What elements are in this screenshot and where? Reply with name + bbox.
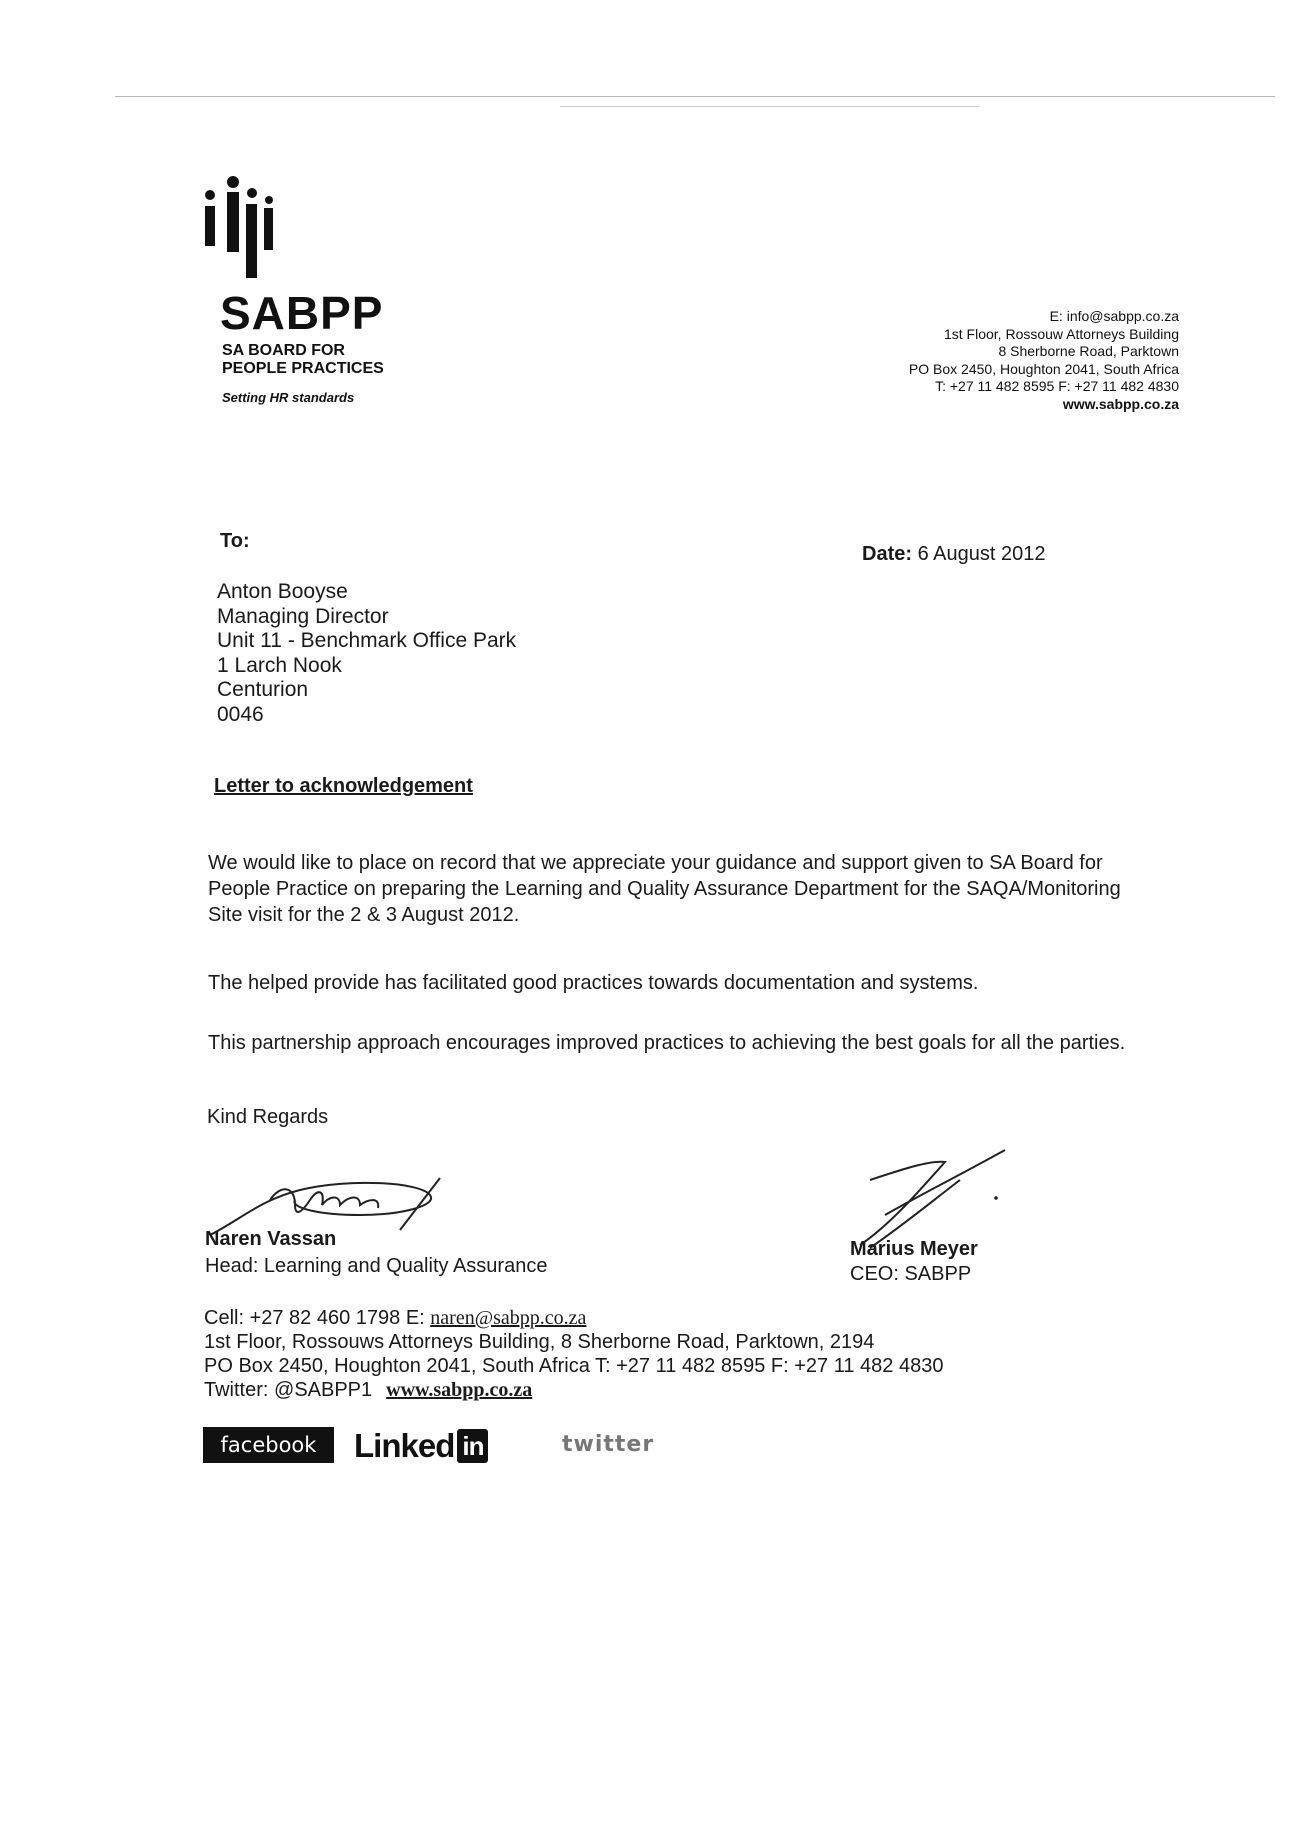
twitter-logo[interactable]: twitter xyxy=(562,1432,655,1457)
scan-top-line-secondary xyxy=(560,106,980,107)
letter-subject: Letter to acknowledgement xyxy=(214,775,473,797)
recipient-city: Centurion xyxy=(217,678,309,701)
signatory-left-name: Naren Vassan xyxy=(205,1228,337,1250)
closing: Kind Regards xyxy=(207,1106,329,1128)
signature-marius-meyer xyxy=(850,1140,1020,1250)
recipient-postal-code: 0046 xyxy=(217,702,264,726)
recipient-street: 1 Larch Nook xyxy=(217,653,342,677)
recipient-title: Managing Director xyxy=(217,604,389,628)
footer-address: 1st Floor, Rossouws Attorneys Building, 8 Sherborne Road, Parktown, 2194 xyxy=(204,1331,875,1353)
body-paragraph-3: This partnership approach encourages improved practices to achieving the best goals for all the parties. xyxy=(208,1032,1126,1054)
org-full-name xyxy=(222,342,384,378)
linkedin-logo[interactable] xyxy=(354,1425,488,1467)
header-contact-street: 8 Sherborne Road, Parktown xyxy=(998,343,1179,359)
footer-contact-block xyxy=(204,1306,943,1402)
header-contact-phone: T: +27 11 482 8595 F: +27 11 482 4830 xyxy=(935,378,1179,394)
facebook-logo[interactable]: facebook xyxy=(203,1427,334,1463)
header-website: www.sabpp.co.za xyxy=(1062,395,1179,412)
date-label: Date: xyxy=(862,543,913,565)
org-name-line-1: SA BOARD FOR xyxy=(222,342,345,359)
footer-cell-line xyxy=(204,1306,943,1330)
linkedin-word: Linked xyxy=(354,1427,455,1464)
linkedin-badge: in xyxy=(457,1429,488,1463)
header-contact-po-box: PO Box 2450, Houghton 2041, South Africa xyxy=(908,360,1179,377)
recipient-name: Anton Booyse xyxy=(217,580,348,603)
signatory-right-title: CEO: SABPP xyxy=(850,1263,972,1285)
to-label: To: xyxy=(220,530,250,552)
sabpp-logo-icon xyxy=(200,176,280,278)
body-paragraph-2: The helped provide has facilitated good practices towards documentation and systems. xyxy=(208,972,979,994)
scan-top-line xyxy=(115,96,1275,97)
body-paragraph-1: We would like to place on record that we appreciate your guidance and support given to SA Board for People Practice on preparing the Learning and Quality Assurance Department for the SAQA/Monitoring Site visit for the 2 & 3 August 2012. xyxy=(208,852,1121,926)
org-name-line-2: PEOPLE PRACTICES xyxy=(222,360,384,377)
header-contact-block xyxy=(909,308,1179,413)
footer-twitter-line xyxy=(204,1378,943,1402)
header-contact-email: E: info@sabpp.co.za xyxy=(1049,308,1179,324)
footer-po-box: PO Box 2450, Houghton 2041, South Africa T: +27 11 482 8595 F: +27 11 482 4830 xyxy=(204,1355,944,1377)
org-acronym: SABPP xyxy=(220,287,384,339)
org-tagline: Setting HR standards xyxy=(222,390,355,405)
recipient-address xyxy=(217,580,516,727)
signatory-right-name: Marius Meyer xyxy=(850,1238,978,1260)
date-value: 6 August 2012 xyxy=(917,543,1046,565)
footer-twitter-handle: Twitter: @SABPP1 xyxy=(204,1379,373,1401)
recipient-unit: Unit 11 - Benchmark Office Park xyxy=(217,629,517,652)
letter-date xyxy=(862,543,1045,566)
signatory-left-title: Head: Learning and Quality Assurance xyxy=(205,1255,548,1277)
header-contact-building: 1st Floor, Rossouw Attorneys Building xyxy=(943,325,1179,342)
footer-cell-text: Cell: +27 82 460 1798 E: xyxy=(204,1307,431,1329)
footer-email-link[interactable]: naren@sabpp.co.za xyxy=(430,1307,587,1329)
footer-website-link[interactable]: www.sabpp.co.za xyxy=(386,1379,533,1401)
